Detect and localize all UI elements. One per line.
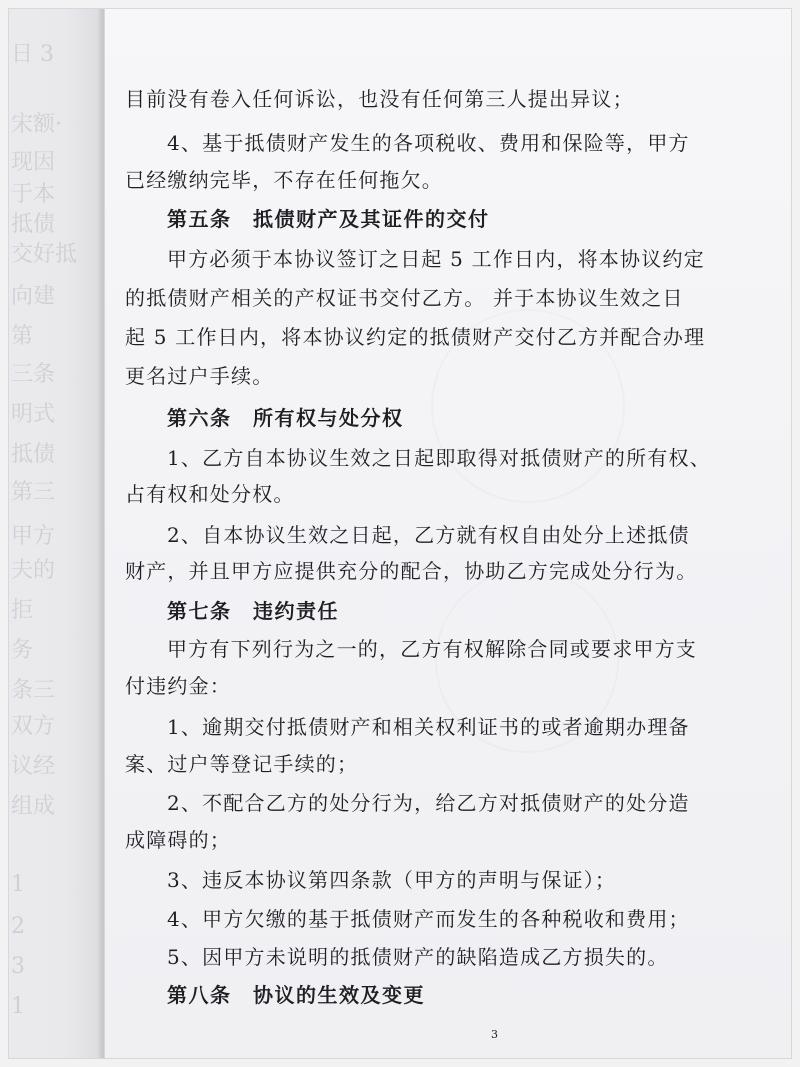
- ghost-text: 抵债: [11, 212, 56, 237]
- text-line: 的抵债财产相关的产权证书交付乙方。 并于本协议生效之日: [125, 286, 684, 310]
- ghost-text: 三条: [11, 362, 56, 387]
- article-heading: 第七条 违约责任: [167, 599, 339, 623]
- ghost-text: 宋额·: [11, 112, 62, 137]
- ghost-text: 于本: [11, 182, 56, 207]
- text-line: 成障碍的；: [125, 828, 231, 852]
- text-line: 1、乙方自本协议生效之日起即取得对抵债财产的所有权、: [167, 446, 711, 470]
- text-line: 4、基于抵债财产发生的各项税收、费用和保险等，甲方: [167, 131, 690, 155]
- ghost-text: 日 3: [11, 42, 54, 67]
- ghost-text: 向建: [11, 284, 56, 309]
- ghost-text: 第三: [11, 480, 56, 505]
- document-photo: [8, 8, 792, 1059]
- underlying-page: [9, 9, 104, 1058]
- ghost-text: 明式: [11, 402, 56, 427]
- text-line: 已经缴纳完毕，不存在任何拖欠。: [125, 168, 443, 192]
- ghost-text: 2: [11, 914, 25, 939]
- ghost-text: 现因: [11, 150, 56, 175]
- ghost-text: 议经: [11, 754, 56, 779]
- text-line: 2、自本协议生效之日起，乙方就有权自由处分上述抵债: [167, 523, 690, 547]
- article-heading: 第六条 所有权与处分权: [167, 406, 404, 430]
- ghost-text: 1: [11, 872, 25, 897]
- ghost-text: 务: [11, 638, 34, 663]
- text-line: 付违约金：: [125, 674, 231, 698]
- ghost-text: 第: [11, 324, 34, 349]
- ghost-text: 拒: [11, 598, 34, 623]
- text-line: 4、甲方欠缴的基于抵债财产而发生的各种税收和费用；: [167, 907, 690, 931]
- ghost-text: 条三: [11, 678, 56, 703]
- text-line: 3、违反本协议第四条款（甲方的声明与保证）；: [167, 868, 617, 892]
- ghost-text: 甲方: [11, 524, 56, 549]
- ghost-text: 夫的: [11, 558, 56, 583]
- text-line: 1、逾期交付抵债财产和相关权利证书的或者逾期办理备: [167, 715, 690, 739]
- text-line: 甲方必须于本协议签订之日起 5 工作日内，将本协议约定: [167, 247, 705, 271]
- article-heading: 第八条 协议的生效及变更: [167, 983, 425, 1007]
- ghost-text: 1: [11, 994, 25, 1019]
- text-line: 财产，并且甲方应提供充分的配合，协助乙方完成处分行为。: [125, 559, 698, 583]
- text-line: 案、过户等登记手续的；: [125, 752, 359, 776]
- text-line: 2、不配合乙方的处分行为，给乙方对抵债财产的处分造: [167, 791, 690, 815]
- ghost-text: 双方: [11, 714, 56, 739]
- text-line: 甲方有下列行为之一的，乙方有权解除合同或要求甲方支: [167, 637, 697, 661]
- text-line: 占有权和处分权。: [125, 482, 295, 506]
- text-line: 5、因甲方未说明的抵债财产的缺陷造成乙方损失的。: [167, 945, 669, 969]
- ghost-text: 抵债: [11, 442, 56, 467]
- ghost-text: 组成: [11, 794, 56, 819]
- text-line: 目前没有卷入任何诉讼，也没有任何第三人提出异议；: [125, 87, 634, 111]
- page-number: 3: [491, 1028, 498, 1041]
- article-heading: 第五条 抵债财产及其证件的交付: [167, 207, 490, 231]
- document-page: [105, 9, 792, 1058]
- ghost-text: 交好抵: [11, 242, 78, 267]
- ghost-text: 3: [11, 954, 25, 979]
- text-line: 起 5 工作日内，将本协议约定的抵债财产交付乙方并配合办理: [125, 325, 706, 349]
- text-line: 更名过户手续。: [125, 364, 274, 388]
